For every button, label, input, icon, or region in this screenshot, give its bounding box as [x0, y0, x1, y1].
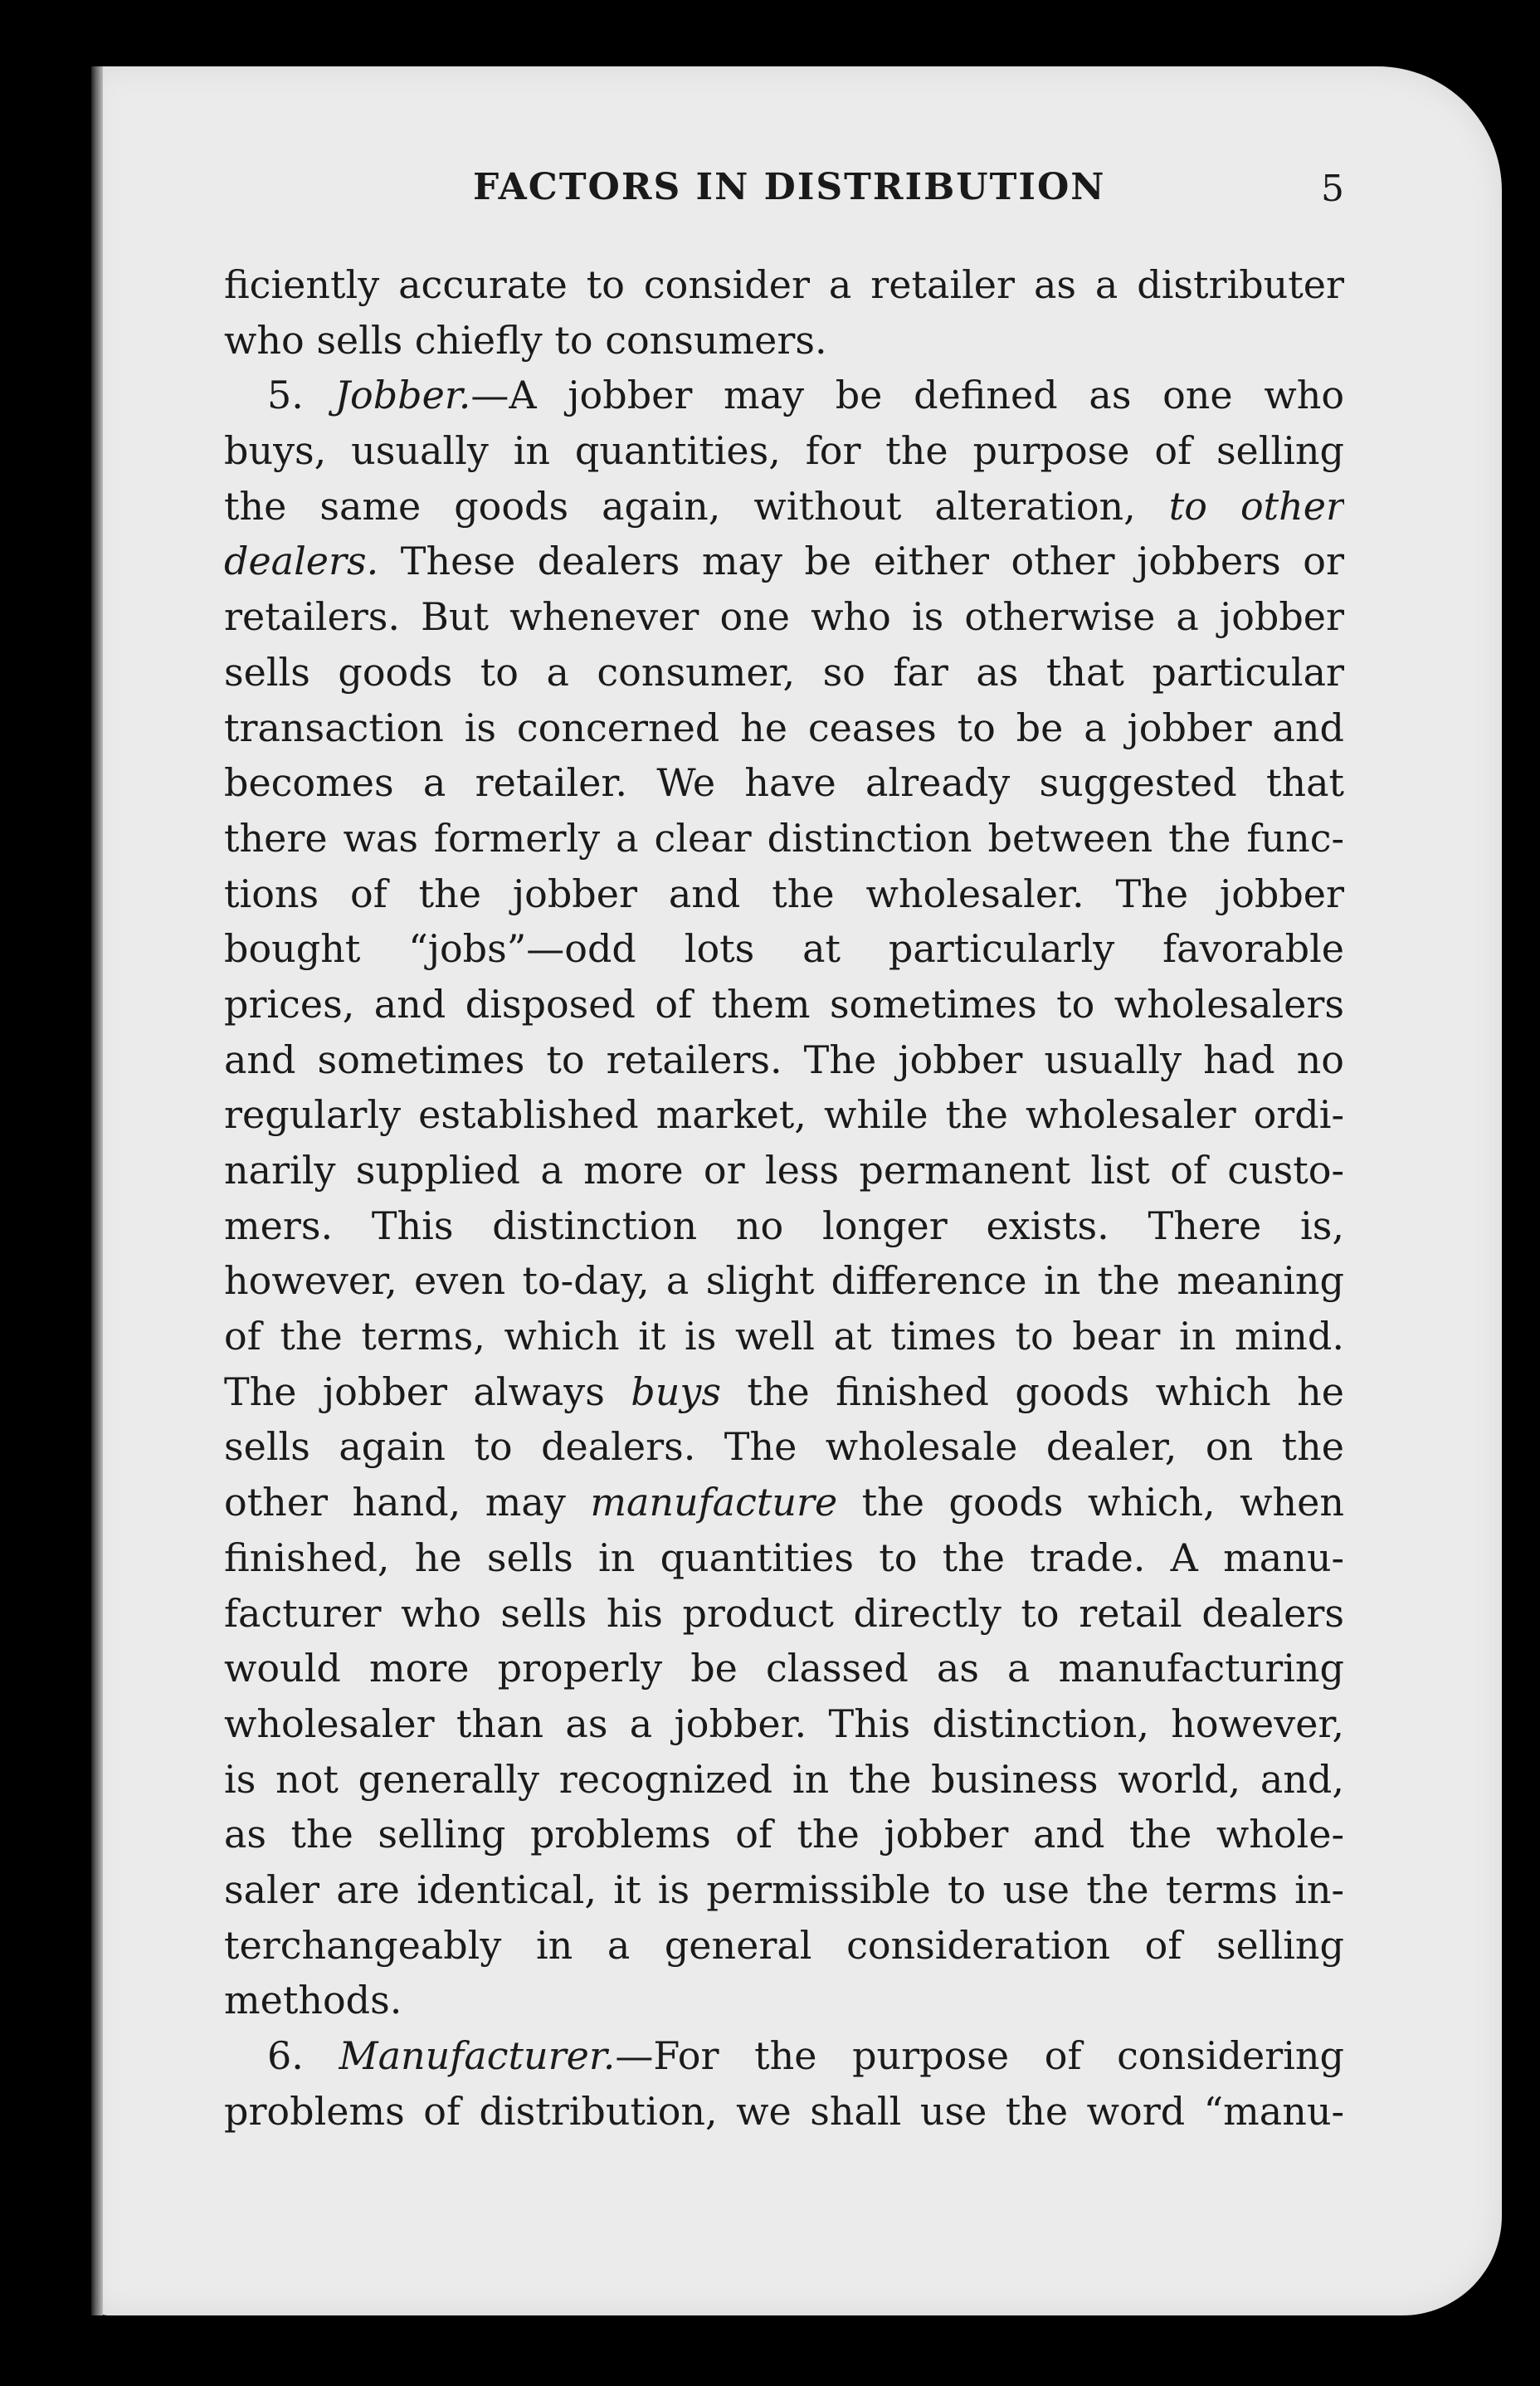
line-text: sells again to dealers. The wholesale dealer, on the [224, 1424, 1344, 1470]
italic-term: buys [631, 1369, 721, 1414]
line-text: retailers. But whenever one who is otherwise a jobber [224, 594, 1344, 640]
text-line [224, 1862, 1344, 1918]
line-text: —A jobber may be defined as one who [470, 373, 1344, 418]
page-header [224, 166, 1344, 232]
line-text: —For the purpose of considering [615, 2033, 1344, 2078]
text-line [224, 257, 1344, 313]
text-line [224, 1641, 1344, 1696]
text-line [224, 977, 1344, 1032]
text-line [224, 368, 1344, 423]
text-line [224, 866, 1344, 922]
line-text: the goods which, when [837, 1480, 1344, 1525]
line-text: however, even to-day, a slight difference in the meaning [224, 1258, 1344, 1304]
line-text: wholesaler than as a jobber. This distinction, however, [224, 1700, 1344, 1746]
text-line [224, 423, 1344, 479]
line-text: bought “jobs”—odd lots at particularly favorable [224, 926, 1344, 972]
text-line [224, 1087, 1344, 1143]
italic-term: Manufacturer. [339, 2033, 616, 2078]
text-line [224, 645, 1344, 700]
text-line [224, 1752, 1344, 1808]
text-line [224, 534, 1344, 589]
line-text: the finished goods which he [720, 1369, 1344, 1414]
line-text: buys, usually in quantities, for the purpose of selling [224, 428, 1344, 474]
line-text: tions of the jobber and the wholesaler. The jobber [224, 871, 1344, 916]
text-line [224, 2028, 1344, 2084]
text-line [224, 1198, 1344, 1254]
line-text: These dealers may be either other jobbers or [378, 539, 1344, 584]
page-number: 5 [1321, 168, 1344, 210]
line-text: facturer who sells his product directly to retail dealers [224, 1590, 1344, 1636]
line-text: other hand, may [224, 1480, 591, 1525]
text-line [224, 2084, 1344, 2140]
line-text: 5. [267, 373, 335, 418]
italic-term: to other [1168, 483, 1344, 529]
text-line [224, 1530, 1344, 1586]
text-line [224, 811, 1344, 866]
text-line [224, 1364, 1344, 1420]
line-text: regularly established market, while the wholesaler ordi- [224, 1092, 1344, 1138]
line-text: mers. This distinction no longer exists. There is, [224, 1203, 1344, 1248]
text-line [224, 1918, 1344, 1974]
line-text: who sells chiefly to consumers. [224, 317, 827, 363]
text-line [224, 1807, 1344, 1862]
text-line [224, 1475, 1344, 1530]
line-text: finished, he sells in quantities to the trade. A manu- [224, 1535, 1344, 1580]
line-text: becomes a retailer. We have already suggested that [224, 760, 1344, 806]
line-text: of the terms, which it is well at times to bear in mind. [224, 1314, 1344, 1359]
text-line [224, 755, 1344, 811]
line-text: 6. [267, 2033, 339, 2078]
line-text: the same goods again, without alteration, [224, 483, 1169, 529]
line-text: ficiently accurate to consider a retailer as a distributer [224, 262, 1344, 307]
line-text: and sometimes to retailers. The jobber usually had no [224, 1037, 1344, 1082]
text-line [224, 589, 1344, 645]
line-text: is not generally recognized in the business world, and, [224, 1756, 1344, 1802]
line-text: transaction is concerned he ceases to be a jobber and [224, 705, 1344, 750]
running-title: FACTORS IN DISTRIBUTION [473, 166, 1106, 208]
line-text: methods. [224, 1978, 402, 2023]
text-line [224, 921, 1344, 977]
text-line [224, 1586, 1344, 1642]
text-line [224, 1143, 1344, 1198]
body-text [224, 257, 1344, 2139]
text-line [224, 1032, 1344, 1088]
page-gutter [91, 66, 103, 2315]
italic-term: dealers. [224, 539, 379, 584]
text-line [224, 479, 1344, 534]
italic-term: manufacture [590, 1480, 838, 1525]
line-text: there was formerly a clear distinction between the func- [224, 815, 1344, 861]
text-line [224, 1253, 1344, 1309]
line-text: would more properly be classed as a manufacturing [224, 1646, 1344, 1691]
text-line [224, 313, 1344, 368]
line-text: problems of distribution, we shall use the word “manu- [224, 2088, 1344, 2134]
line-text: prices, and disposed of them sometimes to wholesalers [224, 981, 1344, 1027]
text-line [224, 1973, 1344, 2028]
line-text: The jobber always [224, 1369, 631, 1414]
line-text: narily supplied a more or less permanent list of custo- [224, 1148, 1344, 1193]
line-text: saler are identical, it is permissible to use the terms in- [224, 1866, 1344, 1912]
line-text: as the selling problems of the jobber and the whole- [224, 1812, 1344, 1857]
text-line [224, 700, 1344, 756]
italic-term: Jobber. [334, 373, 471, 418]
text-line [224, 1309, 1344, 1364]
text-line [224, 1419, 1344, 1475]
text-line [224, 1696, 1344, 1752]
line-text: sells goods to a consumer, so far as that particular [224, 649, 1344, 695]
line-text: terchangeably in a general consideration of selling [224, 1922, 1344, 1968]
